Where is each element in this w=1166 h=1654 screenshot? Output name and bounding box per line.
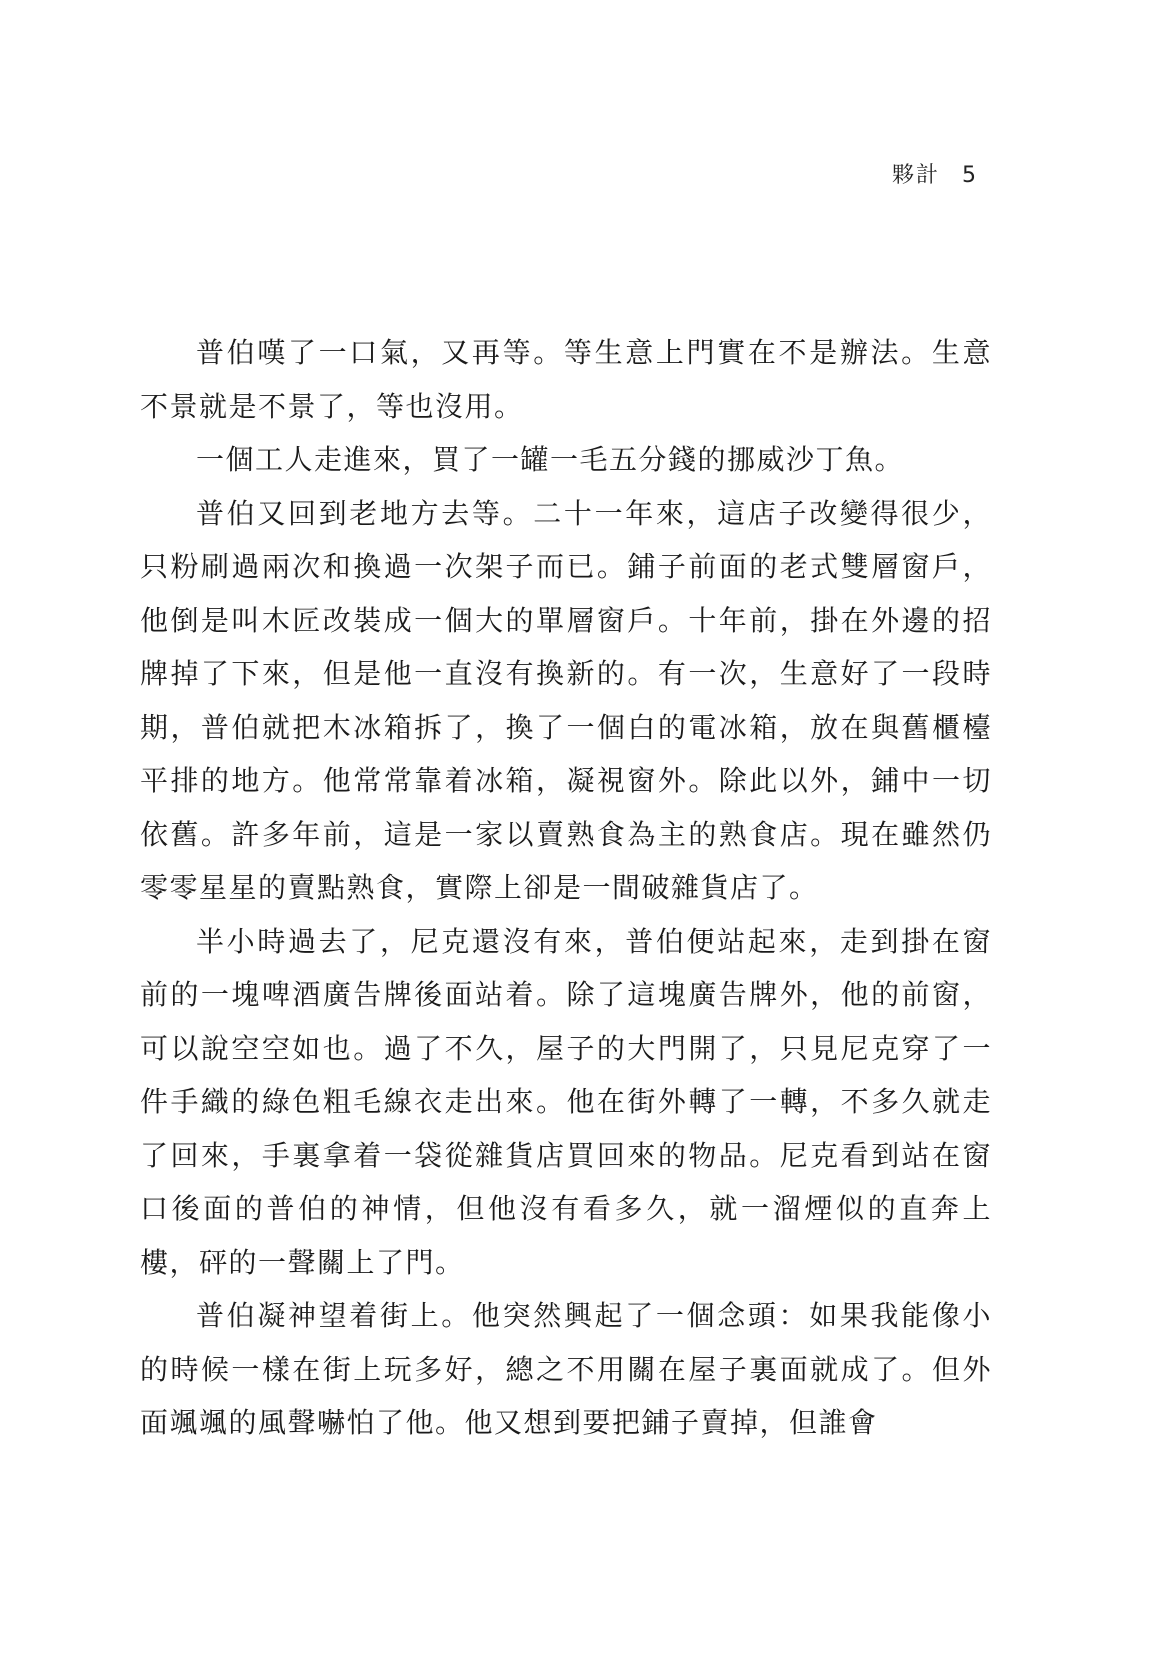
paragraph: 普伯又回到老地方去等。二十一年來，這店子改變得很少，只粉刷過兩次和換過一次架子而已。鋪子前面的老式雙層窗戶，他倒是叫木匠改裝成一個大的單層窗戶。十年前，掛在外邊的招牌掉了下來，但是他一直沒有換新的。有一次，生意好了一段時期，普伯就把木冰箱拆了，換了一個白的電冰箱，放在與舊櫃檯平排的地方。他常常靠着冰箱，凝視窗外。除此以外，鋪中一切依舊。許多年前，這是一家以賣熟食為主的熟食店。現在雖然仍零零星星的賣點熟食，實際上卻是一間破雜貨店了。 — [140, 496, 992, 904]
running-header — [892, 158, 978, 189]
page-number: 5 — [962, 163, 978, 188]
body-text — [140, 326, 992, 1450]
paragraph: 普伯嘆了一口氣，又再等。等生意上門實在不是辦法。生意不景就是不景了，等也沒用。 — [140, 336, 992, 423]
paragraph: 普伯凝神望着街上。他突然興起了一個念頭：如果我能像小的時候一樣在街上玩多好，總之不用關在屋子裏面就成了。但外面颯颯的風聲嚇怕了他。他又想到要把鋪子賣掉，但誰會 — [140, 1299, 992, 1439]
paragraph: 半小時過去了，尼克還沒有來，普伯便站起來，走到掛在窗前的一塊啤酒廣告牌後面站着。除了這塊廣告牌外，他的前窗，可以說空空如也。過了不久，屋子的大門開了，只見尼克穿了一件手織的綠色粗毛線衣走出來。他在街外轉了一轉，不多久就走了回來，手裏拿着一袋從雜貨店買回來的物品。尼克看到站在窗口後面的普伯的神情，但他沒有看多久，就一溜煙似的直奔上樓，砰的一聲關上了門。 — [140, 924, 992, 1279]
paragraph: 一個工人走進來，買了一罐一毛五分錢的挪威沙丁魚。 — [196, 443, 905, 476]
running-title: 夥計 — [891, 163, 940, 188]
